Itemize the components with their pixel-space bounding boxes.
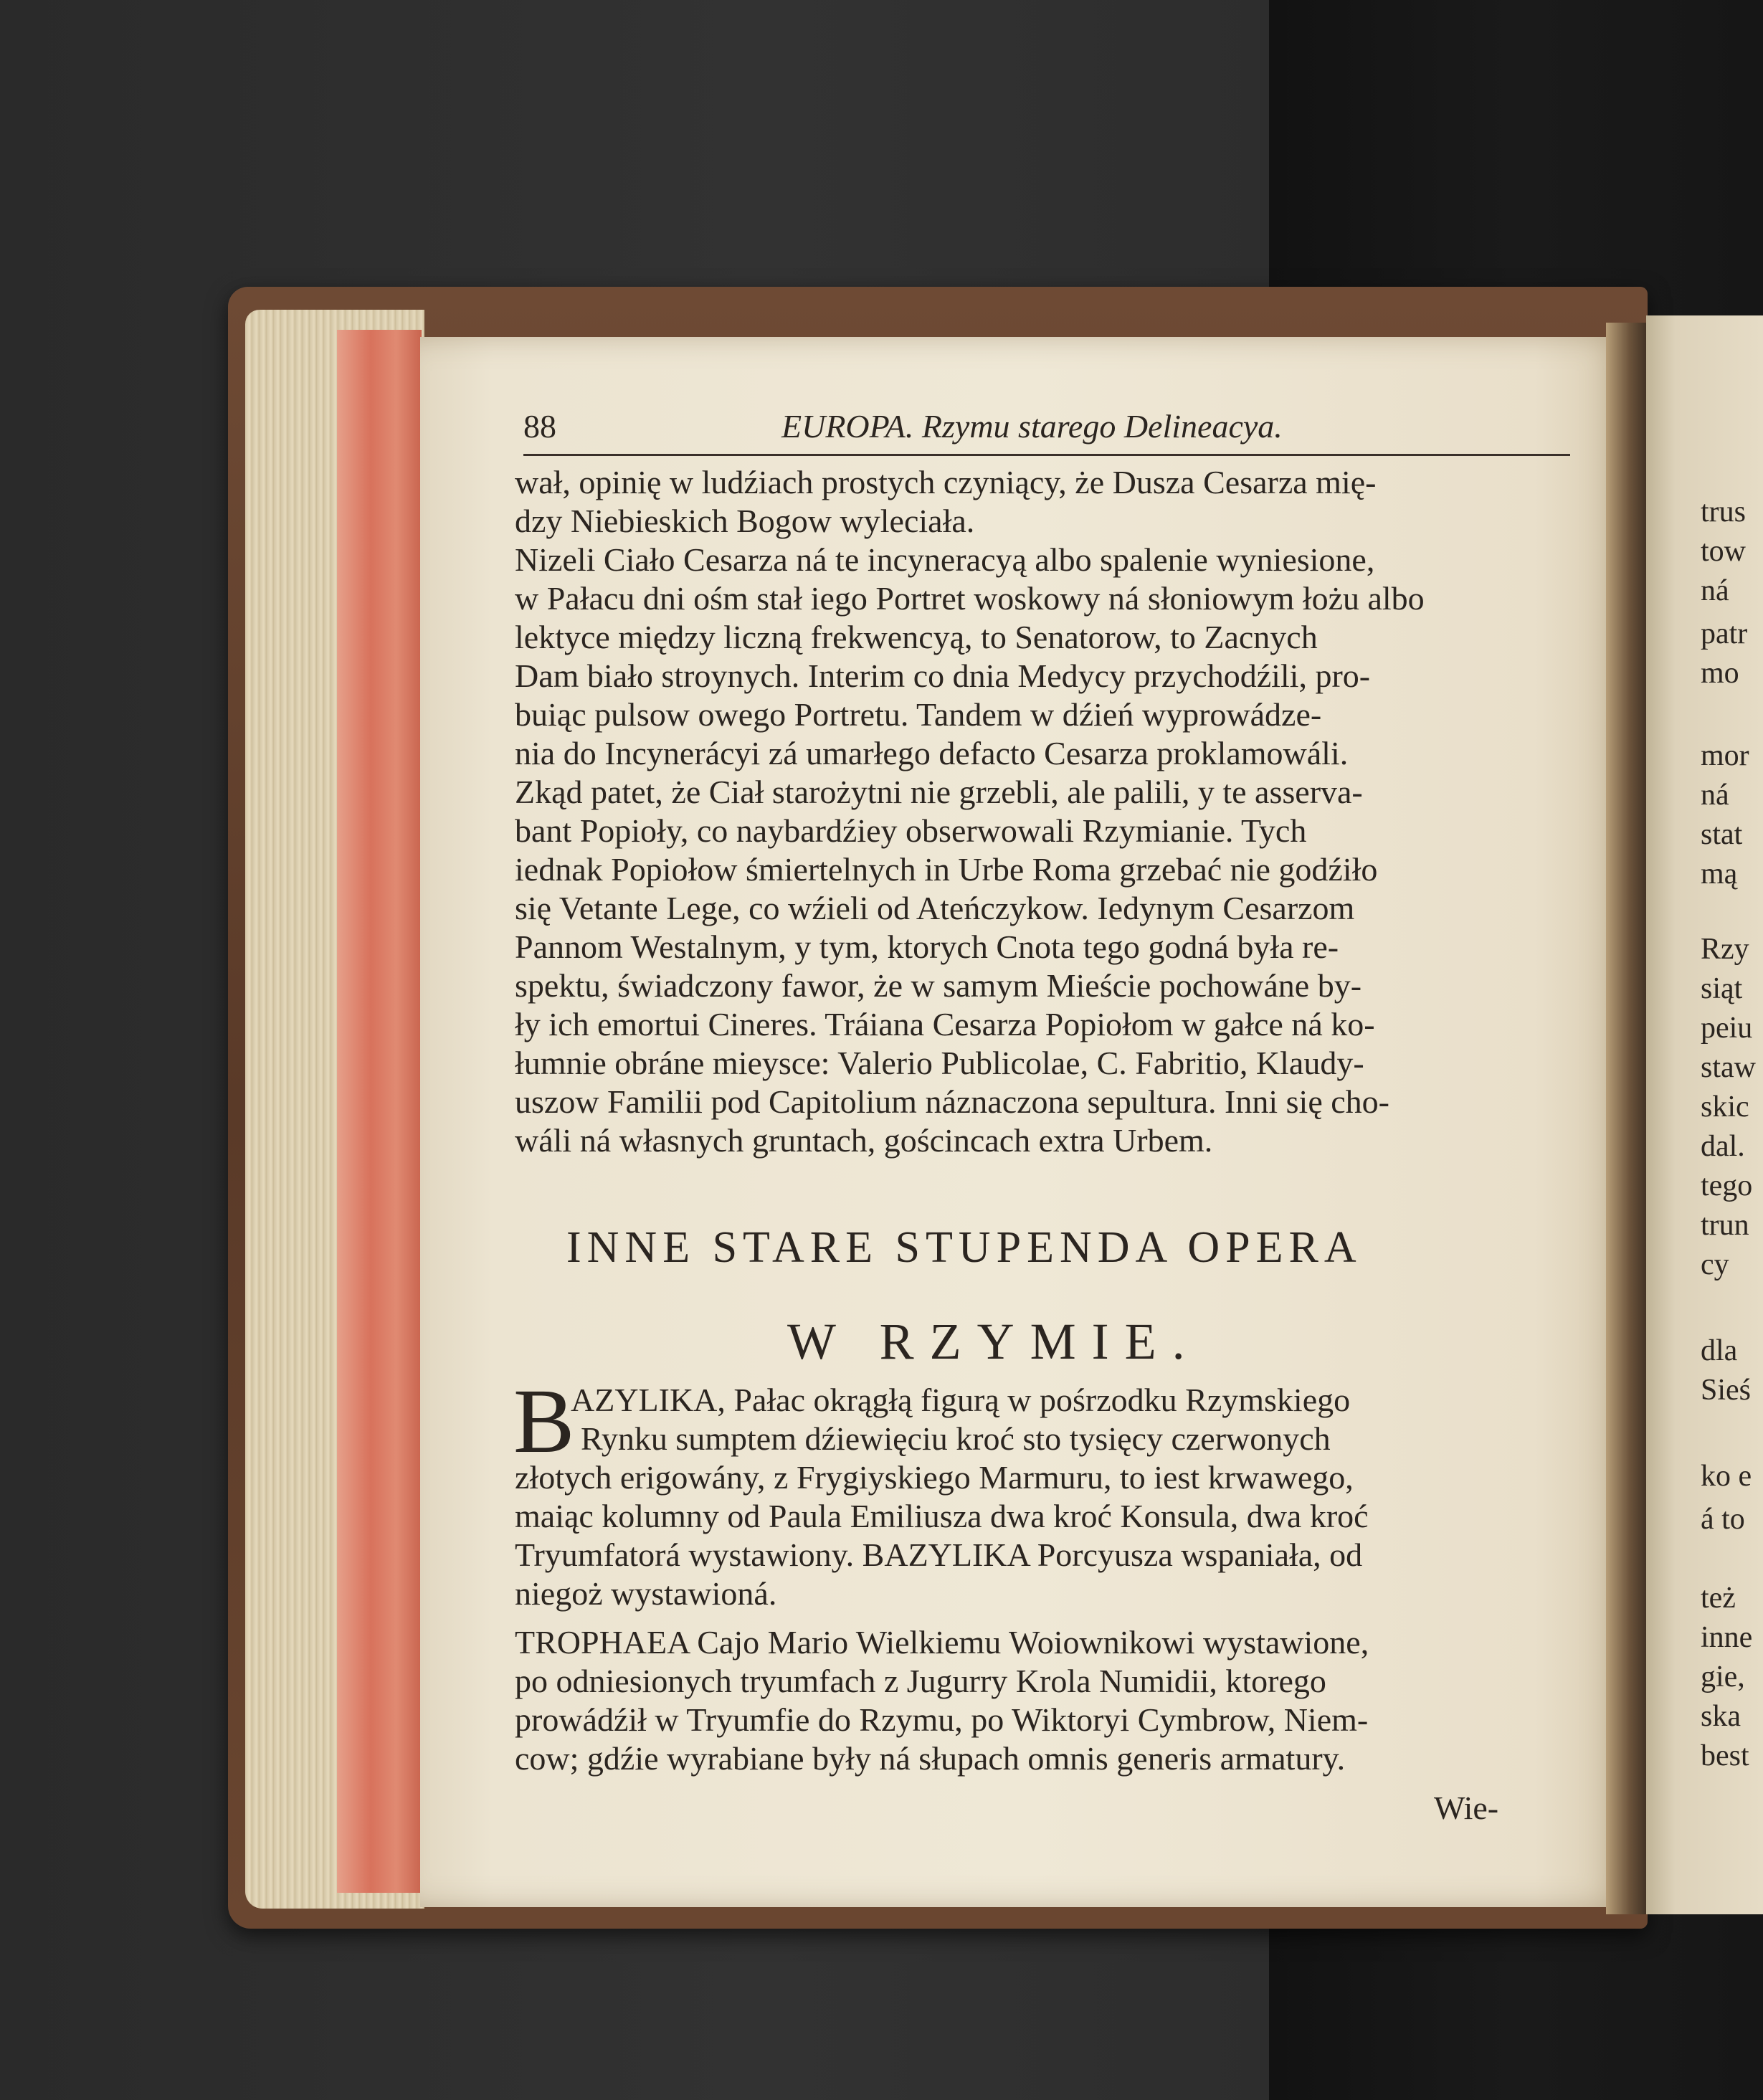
right-fragment: peiu [1701,1012,1753,1045]
body-line: Nizeli Ciało Cesarza ná te incyneracyą albo spalenie wyniesione, [515,541,1375,578]
section-subheading: W RZYMIE. [787,1313,1201,1370]
body-line: Dam biało stroynych. Interim co dnia Medycy przychodźili, pro- [515,657,1371,694]
page-header [523,407,1570,450]
body-line: Pannom Westalnym, y tym, ktorych Cnota tego godná była re- [515,928,1339,965]
right-fragment: mo [1701,657,1739,690]
right-fragment: też [1701,1582,1736,1615]
page-number: 88 [523,408,556,445]
section-line: TROPHAEA Cajo Mario Wielkiemu Woiownikowi wystawione, [515,1624,1369,1660]
body-line: uszow Familii pod Capitolium náznaczona sepultura. Inni się cho- [515,1083,1389,1120]
section-line: złotych erigowány, z Frygiyskiego Marmuru, to iest krwawego, [515,1459,1354,1496]
body-line: łumnie obráne mieysce: Valerio Publicolae, C. Fabritio, Klaudy- [515,1045,1364,1081]
right-fragment: cy [1701,1248,1729,1281]
right-fragment: inne [1701,1621,1753,1654]
right-fragment: trus [1701,495,1746,528]
body-line: wał, opinię w ludźiach prostych czyniący, że Dusza Cesarza mię- [515,464,1377,500]
right-fragment: Rzy [1701,933,1749,966]
right-fragment: Sieś [1701,1374,1752,1407]
body-line: iednak Popiołow śmiertelnych in Urbe Roma grzebać nie godźiło [515,851,1378,888]
right-fragment: ná [1701,779,1729,812]
section-line: cow; gdźie wyrabiane były ná słupach omnis generis armatury. [515,1740,1346,1777]
section-line: AZYLIKA, Pałac okrągłą figurą w pośrzodku Rzymskiego [571,1382,1351,1418]
catchword: Wie- [1434,1790,1499,1826]
section-line: po odniesionych tryumfach z Jugurry Krola Numidii, ktorego [515,1663,1326,1699]
body-line: wáli ná własnych gruntach, gościncach extra Urbem. [515,1122,1213,1159]
right-fragment: skic [1701,1091,1749,1123]
right-fragment: dal. [1701,1130,1745,1163]
drop-cap: B [513,1370,575,1472]
book-gutter [1606,323,1649,1914]
right-fragment: gie, [1701,1660,1745,1693]
right-fragment: á to [1701,1503,1745,1536]
body-line: lektyce między liczną frekwencyą, to Senatorow, to Zacnych [515,619,1318,655]
section-heading: INNE STARE STUPENDA OPERA [566,1223,1362,1272]
body-line: w Pałacu dni ośm stał iego Portret woskowy ná słoniowym łożu albo [515,580,1425,617]
right-fragment: mor [1701,739,1749,772]
running-head: EUROPA. Rzymu starego Delineacya. [781,408,1283,445]
body-line: dzy Niebieskich Bogow wyleciała. [515,503,975,539]
section-line: Tryumfatorá wystawiony. BAZYLIKA Porcyusza wspaniała, od [515,1536,1363,1573]
right-fragment: dla [1701,1334,1738,1367]
section-line: Rynku sumptem dźiewięciu kroć sto tysięcy czerwonych [581,1420,1331,1457]
header-rule [523,454,1570,456]
right-fragment: ska [1701,1700,1741,1733]
body-line: buiąc pulsow owego Portretu. Tandem w dźień wyprowádze- [515,696,1322,733]
red-page-edge [337,330,422,1893]
right-fragment: best [1701,1739,1749,1772]
body-line: nia do Incynerácyi zá umarłego defacto Cesarza proklamowáli. [515,735,1349,771]
right-fragment: stat [1701,818,1743,851]
body-line: się Vetante Lege, co wźieli od Ateńczykow. Iedynym Cesarzom [515,890,1355,926]
section-line: maiąc kolumny od Paula Emiliusza dwa kroć Konsula, dwa kroć [515,1498,1369,1534]
body-line: spektu, świadczony fawor, że w samym Mieście pochowáne by- [515,967,1362,1004]
right-fragment: trun [1701,1209,1749,1242]
section-line: prowádźił w Tryumfie do Rzymu, po Wiktoryi Cymbrow, Niem- [515,1701,1369,1738]
body-line: bant Popioły, co naybardźiey obserwowali Rzymianie. Tych [515,812,1307,849]
right-fragment: mą [1701,857,1738,890]
right-fragment: tow [1701,535,1746,568]
right-fragment: siąt [1701,972,1743,1005]
section-line: niegoż wystawioná. [515,1575,777,1612]
right-fragment: patr [1701,617,1748,650]
right-fragment: ná [1701,574,1729,607]
right-fragment: ko e [1701,1460,1752,1493]
right-fragment: staw [1701,1051,1756,1084]
body-line: ły ich emortui Cineres. Tráiana Cesarza Popiołom w gałce ná ko- [515,1006,1375,1042]
right-fragment: tego [1701,1169,1753,1202]
body-line: Zkąd patet, że Ciał starożytni nie grzebli, ale palili, y te asserva- [515,774,1363,810]
